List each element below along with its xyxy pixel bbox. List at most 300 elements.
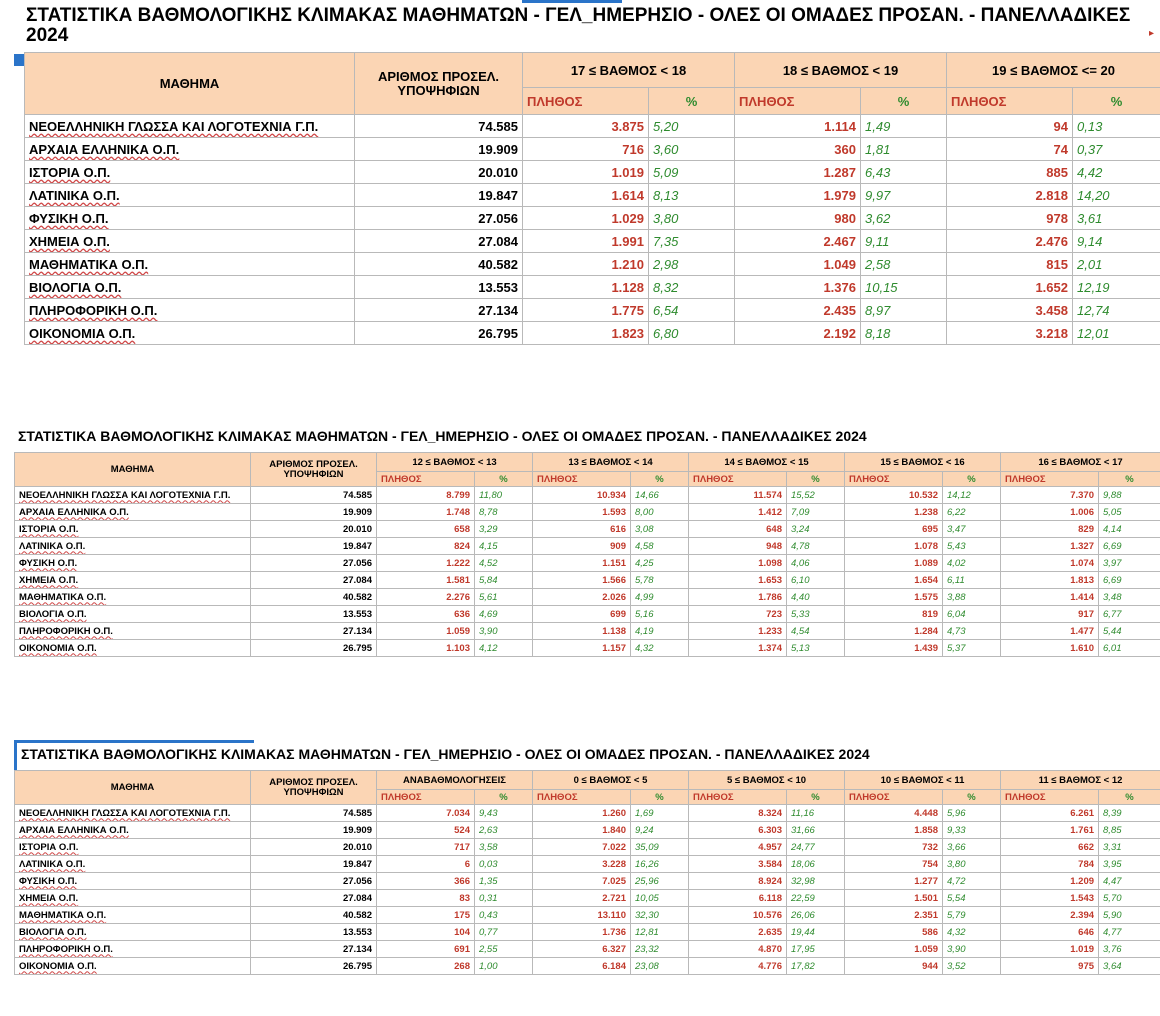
candidates-value: 19.909: [251, 504, 377, 521]
percent-value: 4,58: [631, 538, 689, 555]
subject-name: ΦΥΣΙΚΗ Ο.Π.: [25, 207, 355, 230]
subject-name: ΜΑΘΗΜΑΤΙΚΑ Ο.Π.: [15, 907, 251, 924]
percent-value: 16,26: [631, 856, 689, 873]
percent-value: 5,96: [943, 805, 1001, 822]
percent-value: 3,90: [943, 941, 1001, 958]
count-value: 1.210: [523, 253, 649, 276]
percent-value: 24,77: [787, 839, 845, 856]
count-value: 2.276: [377, 589, 475, 606]
table-row: [15, 623, 1160, 640]
count-value: 1.059: [845, 941, 943, 958]
percent-value: 1,35: [475, 873, 533, 890]
grade-table: [24, 52, 1160, 345]
table-row: [15, 907, 1160, 924]
count-value: 1.284: [845, 623, 943, 640]
candidates-header: ΑΡΙΘΜΟΣ ΠΡΟΣΕΛ. ΥΠΟΨΗΦΙΩΝ: [251, 771, 377, 805]
count-value: 1.610: [1001, 640, 1099, 657]
table-row: [25, 184, 1160, 207]
percent-value: 15,52: [787, 487, 845, 504]
candidates-value: 19.847: [251, 856, 377, 873]
table-row: [15, 873, 1160, 890]
percent-value: 6,43: [861, 161, 947, 184]
candidates-header: ΑΡΙΘΜΟΣ ΠΡΟΣΕΛ. ΥΠΟΨΗΦΙΩΝ: [355, 53, 523, 115]
count-value: 1.128: [523, 276, 649, 299]
percent-value: 5,37: [943, 640, 1001, 657]
table-row: [15, 640, 1160, 657]
percent-value: 3,58: [475, 839, 533, 856]
count-value: 1.238: [845, 504, 943, 521]
grade-table: [14, 452, 1160, 657]
percent-value: 5,70: [1099, 890, 1160, 907]
percent-value: 5,09: [649, 161, 735, 184]
subject-name: ΧΗΜΕΙΑ Ο.Π.: [15, 890, 251, 907]
header-row: [15, 453, 1160, 472]
count-value: 13.110: [533, 907, 631, 924]
count-value: 4.448: [845, 805, 943, 822]
percent-value: 4,25: [631, 555, 689, 572]
subject-name: ΑΡΧΑΙΑ ΕΛΛΗΝΙΚΑ Ο.Π.: [15, 822, 251, 839]
count-value: 1.029: [523, 207, 649, 230]
percent-value: 3,66: [943, 839, 1001, 856]
percent-value: 9,14: [1073, 230, 1160, 253]
percent-value: 11,80: [475, 487, 533, 504]
range-header: 5 ≤ ΒΑΘΜΟΣ < 10: [689, 771, 845, 790]
percent-value: 35,09: [631, 839, 689, 856]
count-value: 1.566: [533, 572, 631, 589]
table-row: [15, 504, 1160, 521]
count-value: 691: [377, 941, 475, 958]
count-value: 1.761: [1001, 822, 1099, 839]
subject-name: ΝΕΟΕΛΛΗΝΙΚΗ ΓΛΩΣΣΑ ΚΑΙ ΛΟΓΟΤΕΧΝΙΑ Γ.Π.: [15, 487, 251, 504]
candidates-value: 40.582: [251, 907, 377, 924]
percent-value: 8,18: [861, 322, 947, 345]
percent-value: 10,05: [631, 890, 689, 907]
count-value: 1.260: [533, 805, 631, 822]
grade-table-panel-3: [14, 742, 1160, 1012]
count-value: 1.858: [845, 822, 943, 839]
count-value: 366: [377, 873, 475, 890]
percent-value: 3,47: [943, 521, 1001, 538]
count-value: 980: [735, 207, 861, 230]
range-header: 15 ≤ ΒΑΘΜΟΣ < 16: [845, 453, 1001, 472]
count-value: 885: [947, 161, 1073, 184]
subject-name: ΙΣΤΟΡΙΑ Ο.Π.: [15, 521, 251, 538]
count-value: 917: [1001, 606, 1099, 623]
count-value: 658: [377, 521, 475, 538]
percent-value: 4,14: [1099, 521, 1160, 538]
percent-value: 3,52: [943, 958, 1001, 975]
candidates-value: 19.909: [251, 822, 377, 839]
count-value: 1.074: [1001, 555, 1099, 572]
percent-value: 3,48: [1099, 589, 1160, 606]
count-value: 360: [735, 138, 861, 161]
count-value: 784: [1001, 856, 1099, 873]
percent-value: 5,13: [787, 640, 845, 657]
count-value: 819: [845, 606, 943, 623]
percent-value: 2,01: [1073, 253, 1160, 276]
table-row: [25, 253, 1160, 276]
count-value: 6: [377, 856, 475, 873]
percent-value: 3,95: [1099, 856, 1160, 873]
candidates-value: 27.134: [251, 941, 377, 958]
percent-value: 8,85: [1099, 822, 1160, 839]
candidates-header: ΑΡΙΘΜΟΣ ΠΡΟΣΕΛ. ΥΠΟΨΗΦΙΩΝ: [251, 453, 377, 487]
percent-value: 5,33: [787, 606, 845, 623]
count-value: 1.414: [1001, 589, 1099, 606]
count-value: 6.118: [689, 890, 787, 907]
subject-name: ΦΥΣΙΚΗ Ο.Π.: [15, 555, 251, 572]
percent-value: 9,97: [861, 184, 947, 207]
percent-value: 6,22: [943, 504, 1001, 521]
count-value: 1.501: [845, 890, 943, 907]
percent-value: 6,04: [943, 606, 1001, 623]
count-value: 2.476: [947, 230, 1073, 253]
count-value: 3.228: [533, 856, 631, 873]
count-header: ΠΛΗΘΟΣ: [1001, 472, 1099, 487]
percent-value: 9,11: [861, 230, 947, 253]
percent-value: 5,61: [475, 589, 533, 606]
percent-value: 0,37: [1073, 138, 1160, 161]
count-value: 1.412: [689, 504, 787, 521]
count-value: 1.979: [735, 184, 861, 207]
count-value: 1.233: [689, 623, 787, 640]
percent-value: 9,24: [631, 822, 689, 839]
percent-value: 3,76: [1099, 941, 1160, 958]
count-value: 662: [1001, 839, 1099, 856]
range-header: 14 ≤ ΒΑΘΜΟΣ < 15: [689, 453, 845, 472]
count-value: 83: [377, 890, 475, 907]
table-row: [15, 856, 1160, 873]
grade-table: [14, 770, 1160, 975]
percent-value: 5,20: [649, 115, 735, 138]
count-value: 1.098: [689, 555, 787, 572]
percent-value: 4,42: [1073, 161, 1160, 184]
subject-name: ΑΡΧΑΙΑ ΕΛΛΗΝΙΚΑ Ο.Π.: [15, 504, 251, 521]
count-value: 1.287: [735, 161, 861, 184]
subject-header: ΜΑΘΗΜΑ: [15, 453, 251, 487]
percent-value: 3,80: [943, 856, 1001, 873]
count-value: 1.277: [845, 873, 943, 890]
subject-name: ΠΛΗΡΟΦΟΡΙΚΗ Ο.Π.: [15, 623, 251, 640]
count-header: ΠΛΗΘΟΣ: [845, 472, 943, 487]
table-row: [15, 822, 1160, 839]
percent-header: %: [943, 790, 1001, 805]
count-value: 7.370: [1001, 487, 1099, 504]
percent-header: %: [1073, 88, 1160, 115]
subject-name: ΜΑΘΗΜΑΤΙΚΑ Ο.Π.: [25, 253, 355, 276]
count-value: 636: [377, 606, 475, 623]
percent-value: 4,06: [787, 555, 845, 572]
percent-value: 7,35: [649, 230, 735, 253]
percent-value: 12,81: [631, 924, 689, 941]
percent-value: 3,61: [1073, 207, 1160, 230]
percent-value: 4,15: [475, 538, 533, 555]
count-value: 11.574: [689, 487, 787, 504]
percent-value: 4,72: [943, 873, 1001, 890]
percent-value: 4,32: [943, 924, 1001, 941]
table-row: [15, 941, 1160, 958]
percent-value: 5,79: [943, 907, 1001, 924]
percent-value: 4,78: [787, 538, 845, 555]
table-row: [25, 161, 1160, 184]
percent-value: 2,55: [475, 941, 533, 958]
range-header: 18 ≤ ΒΑΘΜΟΣ < 19: [735, 53, 947, 88]
count-value: 2.394: [1001, 907, 1099, 924]
count-value: 1.327: [1001, 538, 1099, 555]
count-value: 1.049: [735, 253, 861, 276]
candidates-value: 20.010: [251, 521, 377, 538]
subject-header: ΜΑΘΗΜΑ: [25, 53, 355, 115]
range-header: ΑΝΑΒΑΘΜΟΛΟΓΗΣΕΙΣ: [377, 771, 533, 790]
subject-name: ΟΙΚΟΝΟΜΙΑ Ο.Π.: [15, 958, 251, 975]
percent-header: %: [1099, 790, 1160, 805]
percent-value: 26,06: [787, 907, 845, 924]
count-value: 8.324: [689, 805, 787, 822]
percent-value: 3,29: [475, 521, 533, 538]
subject-name: ΜΑΘΗΜΑΤΙΚΑ Ο.Π.: [15, 589, 251, 606]
count-header: ΠΛΗΘΟΣ: [377, 472, 475, 487]
percent-value: 5,05: [1099, 504, 1160, 521]
count-header: ΠΛΗΘΟΣ: [533, 790, 631, 805]
count-value: 723: [689, 606, 787, 623]
percent-value: 4,99: [631, 589, 689, 606]
count-value: 1.019: [1001, 941, 1099, 958]
candidates-value: 27.056: [251, 555, 377, 572]
grade-table-panel-1: [14, 0, 1160, 378]
subject-name: ΙΣΤΟΡΙΑ Ο.Π.: [25, 161, 355, 184]
candidates-value: 40.582: [251, 589, 377, 606]
percent-value: 4,69: [475, 606, 533, 623]
percent-value: 5,78: [631, 572, 689, 589]
percent-value: 1,81: [861, 138, 947, 161]
count-value: 648: [689, 521, 787, 538]
count-value: 646: [1001, 924, 1099, 941]
count-value: 3.875: [523, 115, 649, 138]
percent-value: 4,73: [943, 623, 1001, 640]
percent-value: 10,15: [861, 276, 947, 299]
percent-value: 8,97: [861, 299, 947, 322]
percent-value: 0,31: [475, 890, 533, 907]
count-value: 6.261: [1001, 805, 1099, 822]
percent-value: 8,32: [649, 276, 735, 299]
candidates-value: 20.010: [251, 839, 377, 856]
range-header: 0 ≤ ΒΑΘΜΟΣ < 5: [533, 771, 689, 790]
count-value: 732: [845, 839, 943, 856]
count-value: 94: [947, 115, 1073, 138]
percent-value: 32,98: [787, 873, 845, 890]
candidates-value: 26.795: [355, 322, 523, 345]
count-value: 104: [377, 924, 475, 941]
candidates-value: 27.084: [355, 230, 523, 253]
count-value: 815: [947, 253, 1073, 276]
percent-value: 12,19: [1073, 276, 1160, 299]
count-value: 1.813: [1001, 572, 1099, 589]
subject-name: ΟΙΚΟΝΟΜΙΑ Ο.Π.: [25, 322, 355, 345]
count-value: 948: [689, 538, 787, 555]
selection-line: [14, 740, 254, 743]
percent-value: 3,90: [475, 623, 533, 640]
table-row: [15, 572, 1160, 589]
subject-name: ΒΙΟΛΟΓΙΑ Ο.Π.: [25, 276, 355, 299]
count-value: 1.840: [533, 822, 631, 839]
percent-value: 5,90: [1099, 907, 1160, 924]
count-value: 2.192: [735, 322, 861, 345]
percent-value: 5,54: [943, 890, 1001, 907]
count-value: 4.957: [689, 839, 787, 856]
table-row: [25, 230, 1160, 253]
percent-value: 9,43: [475, 805, 533, 822]
percent-value: 2,63: [475, 822, 533, 839]
count-value: 1.059: [377, 623, 475, 640]
percent-value: 5,43: [943, 538, 1001, 555]
percent-value: 4,19: [631, 623, 689, 640]
count-value: 695: [845, 521, 943, 538]
header-row: [15, 771, 1160, 790]
percent-value: 4,47: [1099, 873, 1160, 890]
candidates-value: 19.847: [251, 538, 377, 555]
percent-value: 4,40: [787, 589, 845, 606]
candidates-value: 20.010: [355, 161, 523, 184]
percent-value: 6,10: [787, 572, 845, 589]
count-value: 1.652: [947, 276, 1073, 299]
count-value: 1.222: [377, 555, 475, 572]
count-value: 7.025: [533, 873, 631, 890]
header-row: [25, 53, 1160, 88]
percent-value: 3,24: [787, 521, 845, 538]
subject-name: ΛΑΤΙΝΙΚΑ Ο.Π.: [15, 856, 251, 873]
table-row: [15, 555, 1160, 572]
count-value: 1.477: [1001, 623, 1099, 640]
count-value: 1.439: [845, 640, 943, 657]
count-value: 824: [377, 538, 475, 555]
table-row: [25, 322, 1160, 345]
count-value: 1.103: [377, 640, 475, 657]
count-value: 1.374: [689, 640, 787, 657]
count-value: 1.157: [533, 640, 631, 657]
count-value: 6.327: [533, 941, 631, 958]
count-value: 717: [377, 839, 475, 856]
percent-value: 0,03: [475, 856, 533, 873]
candidates-value: 13.553: [355, 276, 523, 299]
arrow-icon: ▸: [1148, 28, 1154, 39]
candidates-value: 74.585: [251, 487, 377, 504]
count-header: ΠΛΗΘΟΣ: [735, 88, 861, 115]
candidates-value: 27.084: [251, 572, 377, 589]
candidates-value: 26.795: [251, 640, 377, 657]
subject-name: ΒΙΟΛΟΓΙΑ Ο.Π.: [15, 606, 251, 623]
range-header: 11 ≤ ΒΑΘΜΟΣ < 12: [1001, 771, 1160, 790]
percent-value: 17,82: [787, 958, 845, 975]
count-value: 1.575: [845, 589, 943, 606]
subject-name: ΛΑΤΙΝΙΚΑ Ο.Π.: [15, 538, 251, 555]
count-value: 829: [1001, 521, 1099, 538]
table-row: [15, 521, 1160, 538]
count-value: 7.022: [533, 839, 631, 856]
table-row: [15, 538, 1160, 555]
grade-table-panel-2: [14, 424, 1160, 696]
candidates-value: 13.553: [251, 606, 377, 623]
percent-value: 22,59: [787, 890, 845, 907]
percent-header: %: [475, 790, 533, 805]
count-value: 2.435: [735, 299, 861, 322]
range-header: 16 ≤ ΒΑΘΜΟΣ < 17: [1001, 453, 1160, 472]
percent-value: 11,16: [787, 805, 845, 822]
count-value: 524: [377, 822, 475, 839]
percent-header: %: [787, 472, 845, 487]
count-header: ΠΛΗΘΟΣ: [533, 472, 631, 487]
percent-value: 14,20: [1073, 184, 1160, 207]
percent-value: 6,80: [649, 322, 735, 345]
candidates-value: 26.795: [251, 958, 377, 975]
percent-value: 12,01: [1073, 322, 1160, 345]
range-header: 10 ≤ ΒΑΘΜΟΣ < 11: [845, 771, 1001, 790]
percent-value: 3,31: [1099, 839, 1160, 856]
count-header: ΠΛΗΘΟΣ: [689, 472, 787, 487]
percent-header: %: [787, 790, 845, 805]
count-value: 1.748: [377, 504, 475, 521]
percent-header: %: [861, 88, 947, 115]
count-header: ΠΛΗΘΟΣ: [689, 790, 787, 805]
count-header: ΠΛΗΘΟΣ: [377, 790, 475, 805]
percent-value: 6,11: [943, 572, 1001, 589]
percent-value: 0,77: [475, 924, 533, 941]
subject-name: ΒΙΟΛΟΓΙΑ Ο.Π.: [15, 924, 251, 941]
percent-value: 7,09: [787, 504, 845, 521]
count-value: 74: [947, 138, 1073, 161]
percent-value: 14,66: [631, 487, 689, 504]
percent-value: 0,43: [475, 907, 533, 924]
percent-value: 17,95: [787, 941, 845, 958]
percent-value: 23,32: [631, 941, 689, 958]
range-header: 13 ≤ ΒΑΘΜΟΣ < 14: [533, 453, 689, 472]
percent-header: %: [943, 472, 1001, 487]
count-value: 1.786: [689, 589, 787, 606]
count-value: 1.581: [377, 572, 475, 589]
range-header: 17 ≤ ΒΑΘΜΟΣ < 18: [523, 53, 735, 88]
subject-name: ΑΡΧΑΙΑ ΕΛΛΗΝΙΚΑ Ο.Π.: [25, 138, 355, 161]
percent-value: 4,52: [475, 555, 533, 572]
count-value: 1.209: [1001, 873, 1099, 890]
count-value: 716: [523, 138, 649, 161]
percent-value: 4,32: [631, 640, 689, 657]
range-header: 12 ≤ ΒΑΘΜΟΣ < 13: [377, 453, 533, 472]
candidates-value: 13.553: [251, 924, 377, 941]
percent-value: 32,30: [631, 907, 689, 924]
percent-value: 23,08: [631, 958, 689, 975]
percent-value: 4,12: [475, 640, 533, 657]
percent-value: 12,74: [1073, 299, 1160, 322]
table-row: [25, 115, 1160, 138]
percent-value: 2,58: [861, 253, 947, 276]
percent-header: %: [649, 88, 735, 115]
percent-value: 9,88: [1099, 487, 1160, 504]
table-title: ΣΤΑΤΙΣΤΙΚΑ ΒΑΘΜΟΛΟΓΙΚΗΣ ΚΛΙΜΑΚΑΣ ΜΑΘΗΜΑΤΩΝ - ΓΕΛ_ΗΜΕΡΗΣΙΟ - ΟΛΕΣ ΟΙ ΟΜΑΔΕΣ ΠΡΟΣΑΝ. - ΠΑΝΕΛΛΑΔΙΚΕΣ 2024: [26, 5, 1131, 46]
table-row: [15, 805, 1160, 822]
count-value: 699: [533, 606, 631, 623]
count-value: 909: [533, 538, 631, 555]
table-row: [15, 890, 1160, 907]
subject-name: ΠΛΗΡΟΦΟΡΙΚΗ Ο.Π.: [15, 941, 251, 958]
percent-value: 1,69: [631, 805, 689, 822]
candidates-value: 27.056: [355, 207, 523, 230]
percent-value: 3,60: [649, 138, 735, 161]
subject-name: ΦΥΣΙΚΗ Ο.Π.: [15, 873, 251, 890]
count-value: 1.775: [523, 299, 649, 322]
percent-value: 6,77: [1099, 606, 1160, 623]
selection-line: [522, 0, 622, 3]
percent-value: 0,13: [1073, 115, 1160, 138]
subject-name: ΧΗΜΕΙΑ Ο.Π.: [15, 572, 251, 589]
